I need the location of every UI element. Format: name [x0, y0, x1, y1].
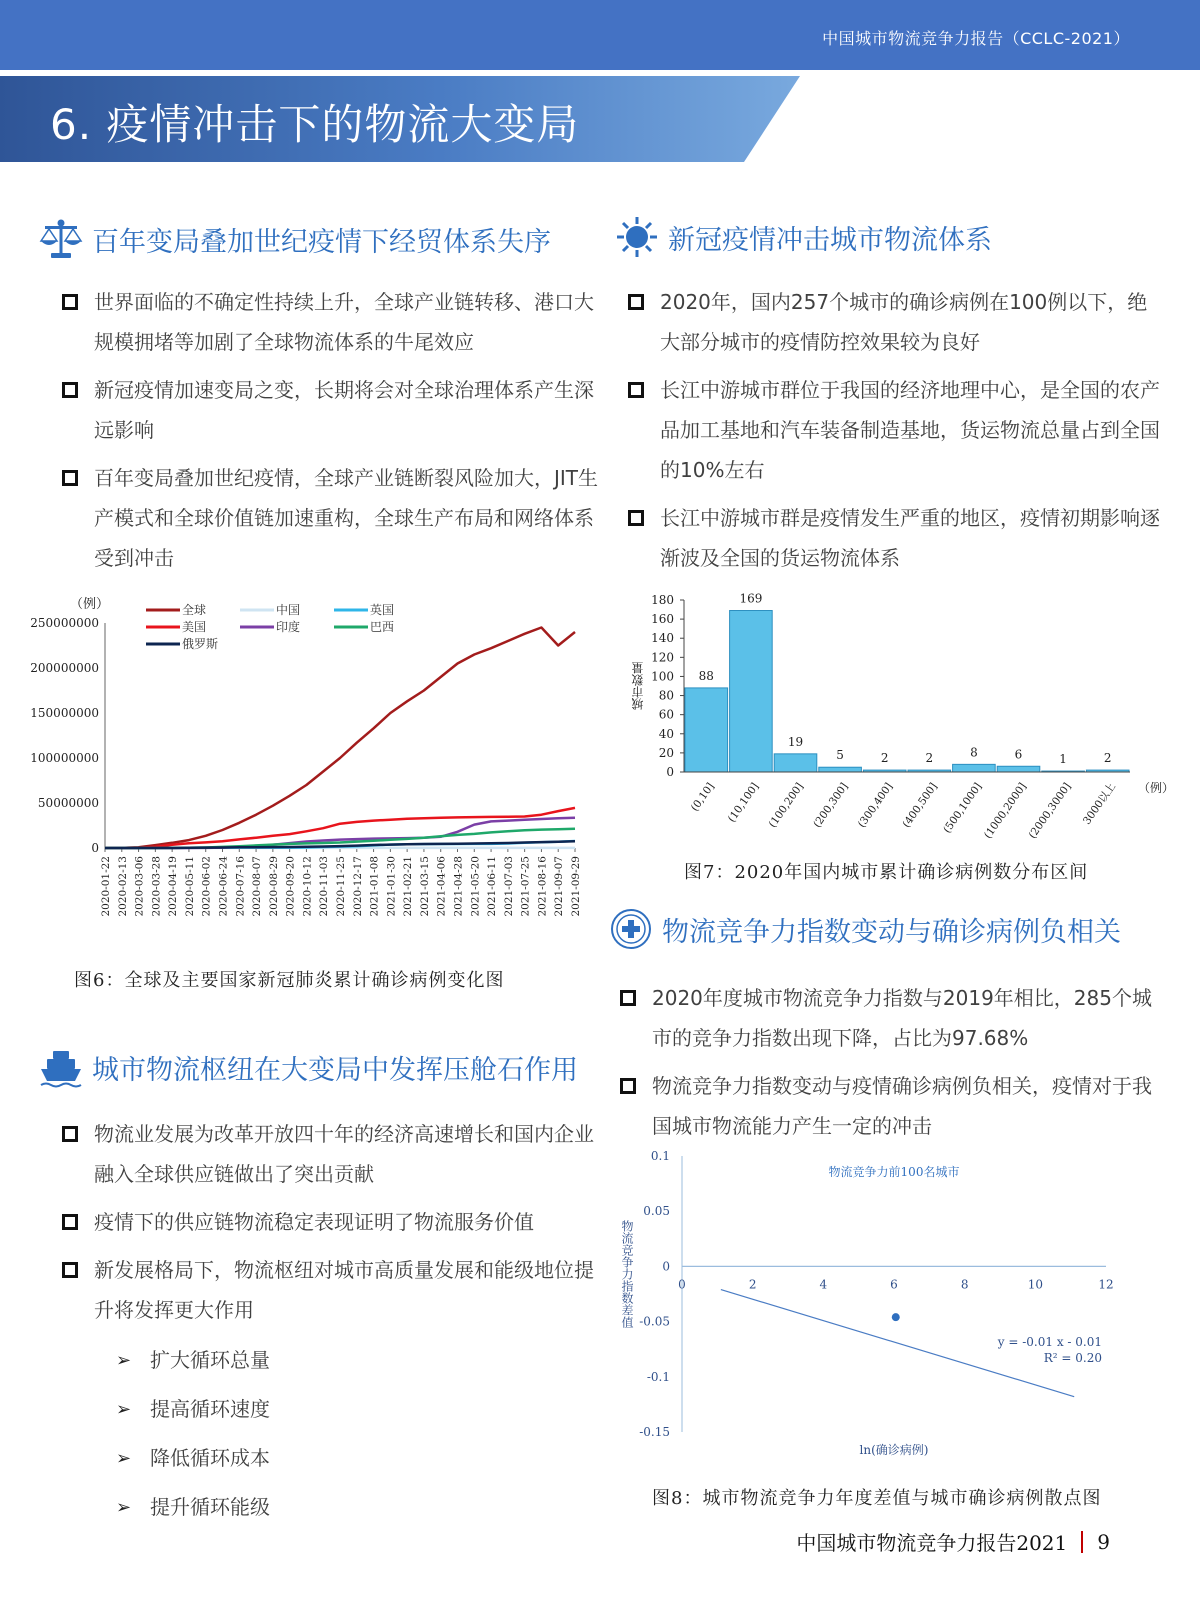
x-tick-label: 2021-06-11: [486, 856, 499, 917]
legend-label: 俄罗斯: [182, 637, 219, 651]
y-tick-label: 80: [658, 688, 674, 703]
virus-icon: [614, 214, 660, 260]
y-tick-label: 160: [651, 612, 674, 627]
section-3-heading: [38, 1044, 578, 1090]
y-tick-label: 200000000: [30, 661, 99, 675]
page-title: 6. 疫情冲击下的物流大变局: [50, 100, 580, 149]
bar-value-label: 2: [880, 751, 889, 766]
list-item: 新冠疫情加速变局之变，长期将会对全球治理体系产生深远影响: [58, 370, 603, 450]
x-tick-label: (1000,2000]: [981, 780, 1029, 841]
bar-value-label: 2: [925, 751, 934, 766]
list-item: 长江中游城市群是疫情发生严重的地区，疫情初期影响逐渐波及全国的货运物流体系: [624, 498, 1164, 578]
scale-icon: [38, 216, 84, 262]
x-tick-label: 2020-11-25: [335, 856, 347, 917]
bar: [685, 688, 728, 772]
bar-value-label: 1: [1059, 752, 1067, 767]
x-tick-label: 2021-02-21: [402, 856, 415, 917]
y-tick-label: 0.05: [643, 1204, 670, 1219]
x-tick-label: 2020-06-24: [217, 856, 230, 917]
x-tick-label: 2020-10-12: [301, 856, 314, 917]
list-item: ➢ 扩大循环总量: [116, 1348, 270, 1372]
medical-cross-icon: [608, 906, 654, 952]
x-tick-label: 2021-04-06: [435, 856, 448, 917]
y-tick-label: 50000000: [37, 796, 99, 810]
x-tick-label: 2021-05-20: [469, 856, 482, 917]
y-tick-label: 250000000: [30, 616, 99, 630]
y-tick-label: 0: [662, 1259, 670, 1274]
legend-label: 英国: [370, 603, 395, 617]
y-tick-label: 100: [651, 669, 674, 684]
x-tick-label: (100,200]: [766, 780, 806, 831]
r-squared: R² = 0.20: [1043, 1351, 1102, 1365]
cities-histogram: [628, 590, 1188, 850]
x-tick-label: 8: [960, 1277, 969, 1292]
chart-title: 物流竞争力前100名城市: [828, 1165, 960, 1179]
cases-line-chart: [10, 598, 610, 943]
list-item: 物流竞争力指数变动与疫情确诊病例负相关，疫情对于我国城市物流能力产生一定的冲击: [616, 1066, 1164, 1146]
scatter-chart: [620, 1149, 1168, 1468]
section-4-heading: [608, 906, 1121, 952]
x-tick-label: 3000以上: [1080, 780, 1119, 827]
section-3-list: [58, 1114, 603, 1338]
unit-label: （例）: [1138, 781, 1175, 795]
series-line-全球: [105, 628, 575, 849]
y-tick-label: -0.15: [639, 1425, 670, 1439]
x-tick-label: 0: [678, 1277, 686, 1292]
x-tick-label: 12: [1098, 1277, 1114, 1292]
list-item: 2020年，国内257个城市的确诊病例在100例以下，绝大部分城市的疫情防控效果较为良好: [624, 282, 1164, 362]
x-tick-label: 2020-11-03: [318, 856, 331, 917]
x-tick-label: 2020-03-28: [150, 856, 163, 917]
legend-label: 全球: [182, 603, 207, 617]
x-tick-label: 2021-03-15: [418, 856, 431, 917]
section-1-heading: [38, 216, 551, 262]
legend-label: 中国: [276, 603, 301, 617]
figure-8-caption: 图8：城市物流竞争力年度差值与城市确诊病例散点图: [652, 1488, 1102, 1509]
list-item: 2020年度城市物流竞争力指数与2019年相比，285个城市的竞争力指数出现下降，占比为97.68%: [616, 978, 1164, 1058]
list-item: 世界面临的不确定性持续上升，全球产业链转移、港口大规模拥堵等加剧了全球物流体系的牛尾效应: [58, 282, 603, 362]
bar-value-label: 6: [1014, 747, 1023, 762]
y-tick-label: 140: [651, 631, 674, 646]
x-tick-label: (400,500]: [900, 780, 940, 831]
footer-divider: [1081, 1531, 1083, 1553]
y-axis-label: 城市数量: [631, 662, 645, 710]
y-tick-label: 20: [658, 745, 674, 760]
bar-value-label: 2: [1103, 751, 1112, 766]
y-tick-label: -0.05: [639, 1314, 670, 1329]
y-axis-label: 物流竞争力指数差值: [620, 1220, 634, 1328]
bar: [953, 764, 996, 772]
legend-label: 美国: [182, 620, 207, 634]
x-tick-label: 2020-08-07: [251, 856, 264, 917]
section-3-title: 城市物流枢纽在大变局中发挥压舱石作用: [92, 1054, 578, 1086]
bar-value-label: 5: [836, 748, 844, 763]
x-tick-label: 2021-01-30: [385, 856, 398, 917]
x-tick-label: 6: [890, 1277, 898, 1292]
x-tick-label: 2020-03-06: [133, 856, 146, 917]
y-tick-label: 120: [651, 650, 674, 665]
x-tick-label: 4: [819, 1277, 828, 1292]
x-tick-label: (500,1000]: [941, 780, 985, 836]
footer-report-name: 中国城市物流竞争力报告2021: [796, 1531, 1068, 1555]
x-tick-label: (200,300]: [811, 780, 851, 831]
unit-label: （例）: [70, 597, 110, 612]
y-tick-label: -0.1: [646, 1369, 670, 1384]
x-tick-label: 2020-05-11: [183, 856, 196, 917]
bar: [774, 754, 817, 772]
x-tick-label: (10,100]: [725, 780, 762, 825]
x-tick-label: 2021-08-16: [536, 856, 549, 917]
y-tick-label: 180: [651, 593, 674, 607]
x-tick-label: 2021-04-28: [452, 856, 465, 917]
x-tick-label: 2020-06-02: [200, 856, 213, 917]
section-1-list: [58, 282, 603, 586]
x-tick-label: (2000,3000]: [1026, 780, 1074, 841]
y-tick-label: 0.1: [650, 1149, 670, 1163]
section-4-list: [616, 978, 1164, 1154]
list-item: ➢ 提高循环速度: [116, 1397, 270, 1421]
y-tick-label: 0: [666, 765, 674, 779]
y-tick-label: 150000000: [30, 706, 99, 720]
x-tick-label: 2021-01-08: [368, 856, 381, 917]
footer: [796, 1527, 1110, 1556]
section-3-sub-list: [116, 1336, 516, 1532]
x-tick-label: 10: [1027, 1277, 1043, 1292]
bar-value-label: 88: [698, 668, 714, 683]
x-tick-label: (0,10]: [688, 780, 717, 814]
section-2-heading: [614, 214, 992, 260]
legend-label: 印度: [276, 620, 301, 634]
x-tick-label: 2020-07-16: [234, 856, 247, 917]
bar-value-label: 169: [739, 591, 763, 606]
x-tick-label: 2021-07-03: [502, 856, 515, 917]
x-tick-label: 2021-07-25: [519, 856, 532, 917]
x-tick-label: 2020-08-29: [267, 856, 280, 917]
bar: [819, 767, 862, 772]
x-tick-label: 2020-02-13: [116, 856, 129, 917]
list-item: ➢ 提升循环能级: [116, 1495, 270, 1519]
list-item: ➢ 降低循环成本: [116, 1446, 270, 1470]
y-tick-label: 100000000: [30, 751, 99, 765]
x-tick-label: 2020-12-17: [351, 856, 364, 917]
section-2-title: 新冠疫情冲击城市物流体系: [668, 224, 992, 256]
bar: [997, 766, 1040, 772]
section-4-title: 物流竞争力指数变动与确诊病例负相关: [662, 916, 1121, 948]
x-tick-label: 2020-04-19: [167, 856, 180, 917]
x-tick-label: 2: [748, 1277, 757, 1292]
section-1-title: 百年变局叠加世纪疫情下经贸体系失序: [92, 226, 551, 258]
bar-value-label: 19: [787, 734, 804, 749]
x-tick-label: 2021-09-29: [570, 856, 582, 917]
x-tick-label: 2021-09-07: [553, 856, 566, 917]
list-item: 新发展格局下，物流枢纽对城市高质量发展和能级地位提升将发挥更大作用: [58, 1250, 603, 1330]
legend-label: 巴西: [370, 620, 395, 634]
scatter-point: [892, 1313, 900, 1321]
y-tick-label: 40: [658, 726, 674, 741]
list-item: 疫情下的供应链物流稳定表现证明了物流服务价值: [58, 1202, 603, 1242]
x-tick-label: 2020-09-20: [284, 856, 297, 917]
page-number: 9: [1097, 1529, 1110, 1554]
bar: [730, 611, 773, 772]
list-item: 长江中游城市群位于我国的经济地理中心，是全国的农产品加工基地和汽车装备制造基地，货运物流总量占到全国的10%左右: [624, 370, 1164, 490]
report-name: 中国城市物流竞争力报告（CCLC-2021）: [822, 29, 1130, 48]
ship-icon: [38, 1044, 84, 1090]
x-axis-label: ln(确诊病例): [859, 1443, 929, 1457]
list-item: 物流业发展为改革开放四十年的经济高速增长和国内企业融入全球供应链做出了突出贡献: [58, 1114, 603, 1194]
list-item: 百年变局叠加世纪疫情，全球产业链断裂风险加大，JIT生产模式和全球价值链加速重构，全球生产布局和网络体系受到冲击: [58, 458, 603, 578]
y-tick-label: 0: [91, 841, 99, 855]
figure-7-caption: 图7：2020年国内城市累计确诊病例数分布区间: [684, 862, 1089, 883]
figure-6-caption: 图6：全球及主要国家新冠肺炎累计确诊病例变化图: [74, 970, 505, 991]
x-tick-label: (300,400]: [855, 780, 896, 831]
x-tick-label: 2020-01-22: [100, 856, 112, 917]
y-tick-label: 60: [658, 707, 674, 722]
bar-value-label: 8: [970, 745, 978, 760]
trendline-equation: y = -0.01 x - 0.01: [997, 1335, 1102, 1349]
section-2-list: [624, 282, 1164, 586]
